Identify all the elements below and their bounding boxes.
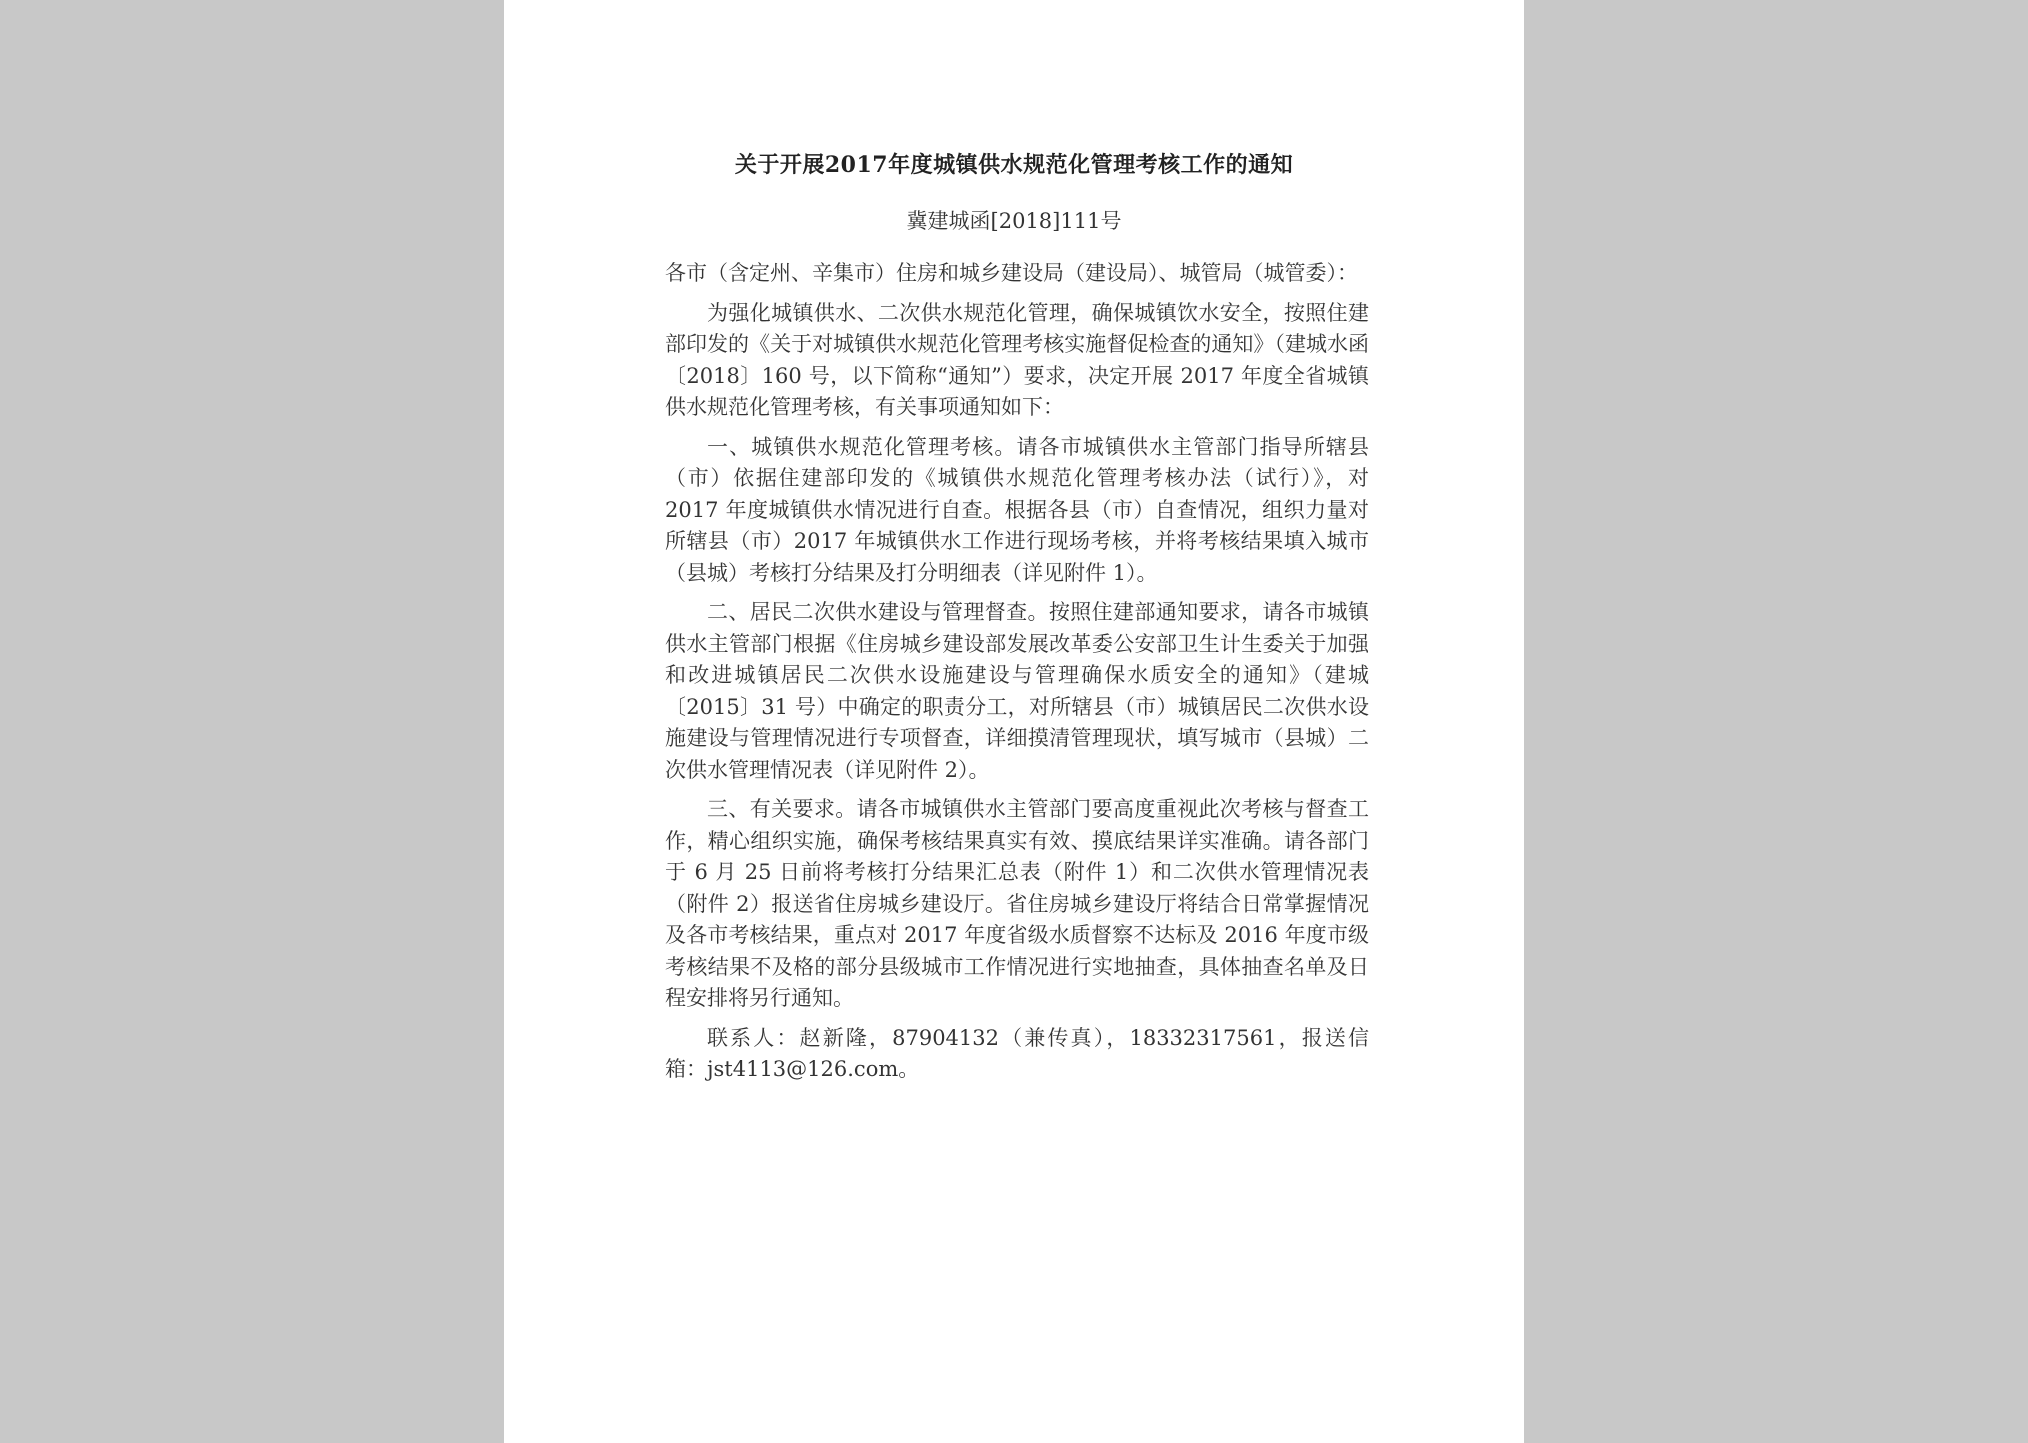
addressee: 各市（含定州、辛集市）住房和城乡建设局（建设局）、城管局（城管委）： (665, 261, 1358, 285)
paragraph-section-3: 三、有关要求。请各市城镇供水主管部门要高度重视此次考核与督查工作，精心组织实施，确保考核结果真实有效、摸底结果详实准确。请各部门于 6 月 25 日前将考核打分结果汇总表（附件 1）和二次供水管理情况表（附件 2）报送省住房城乡建设厅。省住房城乡建设厅将结合日常掌握情况及各市考核结果，重点对 2017 年度省级水质督察不达标及 2016 年度市级考核结果不及格的部分县级城市工作情况进行实地抽查，具体抽查名单及日程安排将另行通知。 (665, 797, 1369, 1010)
paragraph-section-1: 一、城镇供水规范化管理考核。请各市城镇供水主管部门指导所辖县（市）依据住建部印发的《城镇供水规范化管理考核办法（试行）》，对 2017 年度城镇供水情况进行自查。根据各县（市）自查情况，组织力量对所辖县（市）2017 年城镇供水工作进行现场考核，并将考核结果填入城市（县城）考核打分结果及打分明细表（详见附件 1）。 (665, 434, 1369, 585)
document-number: 冀建城函[2018]111号 (906, 209, 1122, 233)
paragraph-contact: 联系人：赵新隆，87904132（兼传真），18332317561，报送信箱：jst4113@126.com。 (665, 1025, 1369, 1081)
paragraph-intro: 为强化城镇供水、二次供水规范化管理，确保城镇饮水安全，按照住建部印发的《关于对城镇供水规范化管理考核实施督促检查的通知》（建城水函〔2018〕160 号，以下简称“通知”）要求，决定开展 2017 年度全省城镇供水规范化管理考核，有关事项通知如下： (665, 300, 1369, 419)
document-page (504, 0, 1524, 1443)
paragraph-section-2: 二、居民二次供水建设与管理督查。按照住建部通知要求，请各市城镇供水主管部门根据《住房城乡建设部发展改革委公安部卫生计生委关于加强和改进城镇居民二次供水设施建设与管理确保水质安全的通知》（建城〔2015〕31 号）中确定的职责分工，对所辖县（市）城镇居民二次供水设施建设与管理情况进行专项督查，详细摸清管理现状，填写城市（县城）二次供水管理情况表（详见附件 2）。 (665, 600, 1369, 782)
document-title: 关于开展2017年度城镇供水规范化管理考核工作的通知 (734, 152, 1294, 178)
document-body (665, 258, 1369, 1094)
